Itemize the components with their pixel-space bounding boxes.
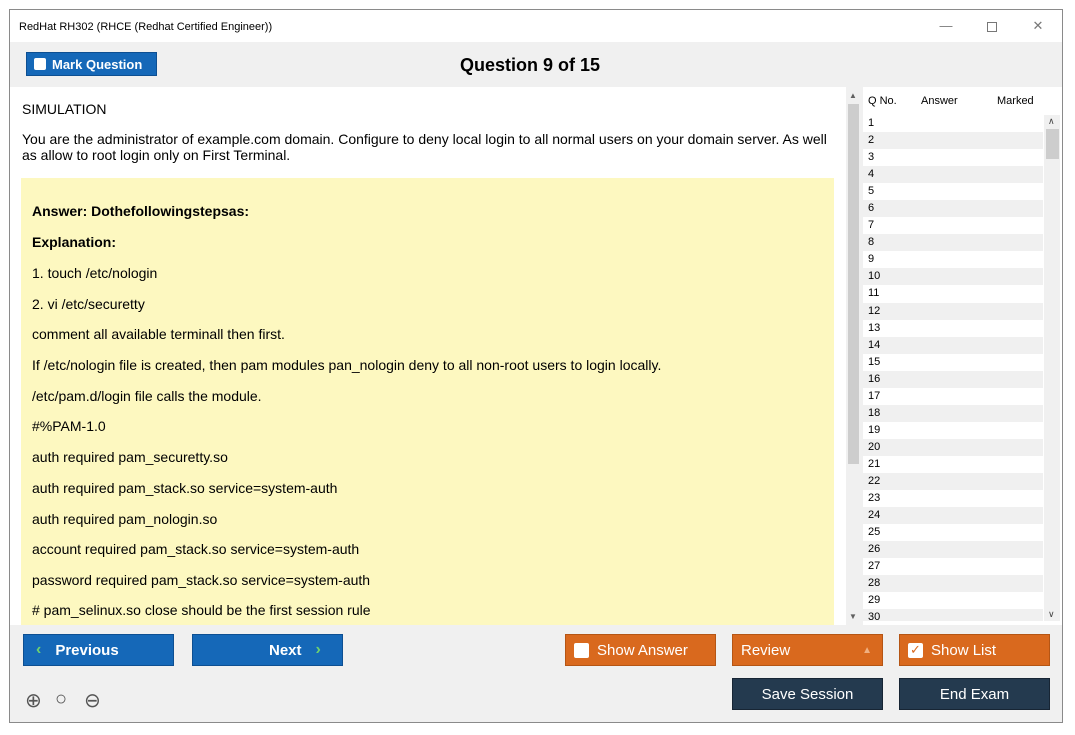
question-list-rows [863, 115, 1043, 621]
list-item[interactable]: 10 [863, 268, 1043, 285]
list-item[interactable]: 23 [868, 492, 881, 505]
list-item[interactable]: 16 [863, 371, 1043, 388]
list-item[interactable]: 27 [868, 560, 881, 573]
close-icon: ✕ [1032, 18, 1044, 33]
list-item[interactable]: 21 [868, 457, 881, 470]
app-window [9, 9, 1063, 723]
show-answer-button[interactable] [565, 634, 716, 666]
close-button[interactable] [1015, 15, 1061, 37]
question-content [10, 87, 861, 625]
list-item[interactable]: 17 [868, 389, 881, 402]
answer-line: comment all available terminall then first. [32, 326, 285, 342]
answer-line: auth required pam_securetty.so [32, 449, 228, 465]
list-item[interactable]: 9 [868, 253, 875, 266]
answer-panel [21, 178, 834, 625]
answer-heading: Answer: Dothefollowingstepsas: [32, 203, 250, 219]
list-item[interactable]: 22 [863, 473, 1043, 490]
zoom-out-icon[interactable]: ⊖ [84, 690, 101, 712]
list-item[interactable]: 25 [868, 526, 881, 539]
question-header [10, 42, 1062, 87]
question-list-scroll-thumb[interactable] [1046, 129, 1059, 159]
show-answer-label: Show Answer [597, 641, 688, 659]
list-item[interactable]: 28 [863, 575, 1043, 592]
checkbox-icon [574, 643, 589, 658]
column-marked: Marked [997, 95, 1034, 107]
column-qno: Q No. [868, 95, 897, 107]
maximize-icon [987, 22, 997, 32]
answer-line: auth required pam_stack.so service=system-auth [32, 480, 338, 496]
dropdown-arrow-icon: ▲ [862, 644, 872, 656]
answer-line: auth required pam_nologin.so [32, 511, 218, 527]
list-item[interactable]: 30 [863, 609, 1043, 621]
show-list-button[interactable] [899, 634, 1050, 666]
title-bar [10, 10, 1062, 42]
list-item[interactable]: 15 [868, 355, 881, 368]
mark-question-button[interactable] [26, 52, 157, 76]
list-item[interactable]: 7 [868, 219, 875, 232]
list-item[interactable]: 1 [868, 117, 875, 129]
chevron-down-icon[interactable]: ∨ [1048, 609, 1055, 619]
list-item[interactable]: 29 [868, 594, 881, 607]
next-button[interactable] [192, 634, 343, 666]
end-exam-button[interactable]: End Exam [899, 678, 1050, 710]
list-item[interactable]: 3 [868, 151, 875, 164]
window-title: RedHat RH302 (RHCE (Redhat Certified Engineer)) [19, 21, 273, 33]
answer-line: If /etc/nologin file is created, then pam modules pan_nologin deny to all non-root users to login locally. [32, 357, 662, 373]
explanation-label: Explanation: [32, 234, 117, 250]
scroll-up-icon[interactable]: ▲ [849, 91, 857, 100]
answer-line: password required pam_stack.so service=system-auth [32, 572, 371, 588]
answer-line: 1. touch /etc/nologin [32, 265, 158, 281]
minimize-icon: — [939, 18, 953, 33]
scrollbar-thumb[interactable] [848, 104, 859, 464]
chevron-up-icon[interactable]: ∧ [1048, 116, 1055, 126]
chevron-left-icon: ‹ [36, 641, 42, 658]
list-item[interactable]: 14 [863, 337, 1043, 354]
column-answer: Answer [921, 95, 958, 107]
list-item[interactable]: 24 [863, 507, 1043, 524]
question-list [863, 87, 1062, 625]
save-session-button[interactable]: Save Session [732, 678, 883, 710]
next-label: Next [269, 641, 302, 659]
question-list-header [863, 87, 1062, 113]
question-type: SIMULATION [22, 101, 107, 117]
review-dropdown[interactable] [732, 634, 883, 666]
list-item[interactable]: 5 [868, 185, 875, 198]
list-item[interactable]: 2 [863, 132, 1043, 149]
content-scrollbar[interactable] [846, 87, 861, 625]
question-list-scrollbar[interactable] [1044, 115, 1060, 621]
list-item[interactable]: 12 [863, 303, 1043, 320]
list-item[interactable]: 8 [863, 234, 1043, 251]
checked-checkbox-icon: ✓ [908, 643, 923, 658]
chevron-right-icon: › [315, 641, 321, 658]
answer-line: account required pam_stack.so service=system-auth [32, 541, 360, 557]
question-text: You are the administrator of example.com domain. Configure to deny local login to all normal users on your domain server. As well as allow to root login only on First Terminal. [22, 131, 827, 163]
maximize-button[interactable] [969, 15, 1015, 37]
list-item[interactable]: 11 [868, 287, 880, 300]
list-item[interactable]: 4 [863, 166, 1043, 183]
answer-line: # pam_selinux.so close should be the first session rule [32, 602, 371, 618]
minimize-button[interactable] [923, 15, 969, 37]
checkbox-icon [34, 58, 46, 70]
question-counter: Question 9 of 15 [459, 55, 601, 75]
list-item[interactable]: 20 [863, 439, 1043, 456]
mark-question-label: Mark Question [52, 56, 143, 72]
previous-button[interactable] [23, 634, 174, 666]
zoom-in-icon[interactable]: ⊕ [25, 690, 42, 712]
review-label: Review [741, 641, 791, 659]
list-item[interactable]: 6 [863, 200, 1043, 217]
zoom-reset-icon[interactable]: ○ [55, 688, 68, 710]
list-item[interactable]: 18 [863, 405, 1043, 422]
answer-line: #%PAM-1.0 [32, 418, 106, 434]
list-item[interactable]: 19 [868, 423, 881, 436]
list-item[interactable]: 13 [868, 321, 881, 334]
previous-label: Previous [55, 641, 119, 659]
scroll-down-icon[interactable]: ▼ [849, 612, 857, 621]
answer-line: 2. vi /etc/securetty [32, 296, 145, 312]
answer-line: /etc/pam.d/login file calls the module. [32, 388, 262, 404]
list-item[interactable]: 26 [863, 541, 1043, 558]
show-list-label: Show List [931, 641, 997, 659]
